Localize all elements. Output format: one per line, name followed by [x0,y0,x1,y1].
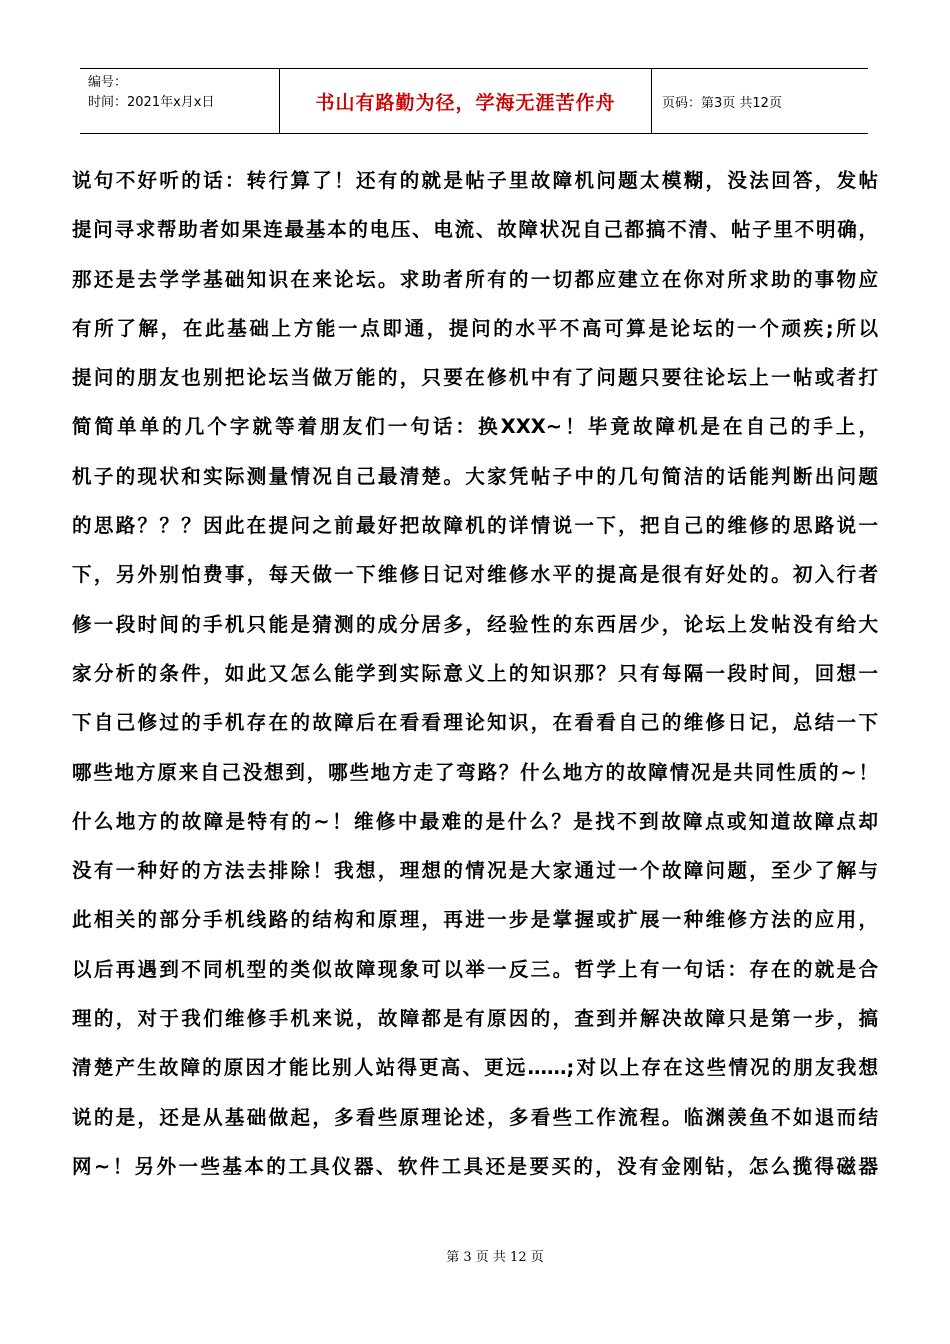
page-header [80,68,868,134]
header-page-cell [652,69,868,133]
body-line: 没有一种好的方法去排除！我想，理想的情况是大家通过一个故障问题，至少了解与 [72,859,878,883]
body-line: 简简单单的几个字就等着朋友们一句话：换XXX~！毕竟故障机是在自己的手上， [72,415,878,439]
body-line: 下，另外别怕费事，每天做一下维修日记对维修水平的提高是很有好处的。初入行者 [72,563,878,587]
body-line: 那还是去学学基础知识在来论坛。求助者所有的一切都应建立在你对所求助的事物应 [72,267,878,291]
body-line: 清楚产生故障的原因才能比别人站得更高、更远……;对以上存在这些情况的朋友我想 [72,1056,878,1080]
footer-page-number: 第 3 页 共 12 页 [446,1250,544,1265]
body-line: 下自己修过的手机存在的故障后在看看理论知识，在看看自己的维修日记，总结一下 [72,711,878,735]
body-line: 说的是，还是从基础做起，多看些原理论述，多看些工作流程。临渊羡鱼不如退而结 [72,1105,878,1129]
document-number-label: 编号： [88,75,128,90]
body-line: 说句不好听的话：转行算了！还有的就是帖子里故障机问题太模糊，没法回答，发帖 [72,169,878,192]
body-line: 什么地方的故障是特有的~！维修中最难的是什么？是找不到故障点或知道故障点却 [72,809,878,833]
header-motto-cell [280,69,652,133]
header-motto: 书山有路勤为径，学海无涯苦作舟 [315,91,616,114]
body-line: 以后再遇到不同机型的类似故障现象可以举一反三。哲学上有一句话：存在的就是合 [72,957,878,981]
body-line: 家分析的条件，如此又怎么能学到实际意义上的知识那？只有每隔一段时间，回想一 [72,661,878,685]
document-body [72,156,878,1191]
body-line: 提问的朋友也别把论坛当做万能的，只要在修机中有了问题只要往论坛上一帖或者打 [72,366,878,390]
body-line: 修一段时间的手机只能是猜测的成分居多，经验性的东西居少，论坛上发帖没有给大 [72,612,878,636]
document-time-label: 时间：2021年x月x日 [88,95,215,110]
body-line: 有所了解，在此基础上方能一点即通，提问的水平不高可算是论坛的一个顽疾;所以 [72,316,878,340]
body-line: 理的，对于我们维修手机来说，故障都是有原因的，查到并解决故障只是第一步，搞 [72,1007,878,1031]
header-meta-cell [80,69,280,133]
page-footer [0,1246,950,1265]
body-line: 此相关的部分手机线路的结构和原理，再进一步是掌握或扩展一种维修方法的应用， [72,908,878,932]
body-line: 的思路？？？因此在提问之前最好把故障机的详情说一下，把自己的维修的思路说一 [72,514,878,538]
body-line: 机子的现状和实际测量情况自己最清楚。大家凭帖子中的几句简洁的话能判断出问题 [72,464,878,488]
body-line: 提问寻求帮助者如果连最基本的电压、电流、故障状况自己都搞不清、帖子里不明确， [72,218,878,242]
body-line: 网~！另外一些基本的工具仪器、软件工具还是要买的，没有金刚钻，怎么揽得磁器 [72,1154,878,1178]
body-line: 哪些地方原来自己没想到，哪些地方走了弯路？什么地方的故障情况是共同性质的~！ [72,760,878,784]
header-page-code: 页码：第3页 共12页 [662,95,782,111]
